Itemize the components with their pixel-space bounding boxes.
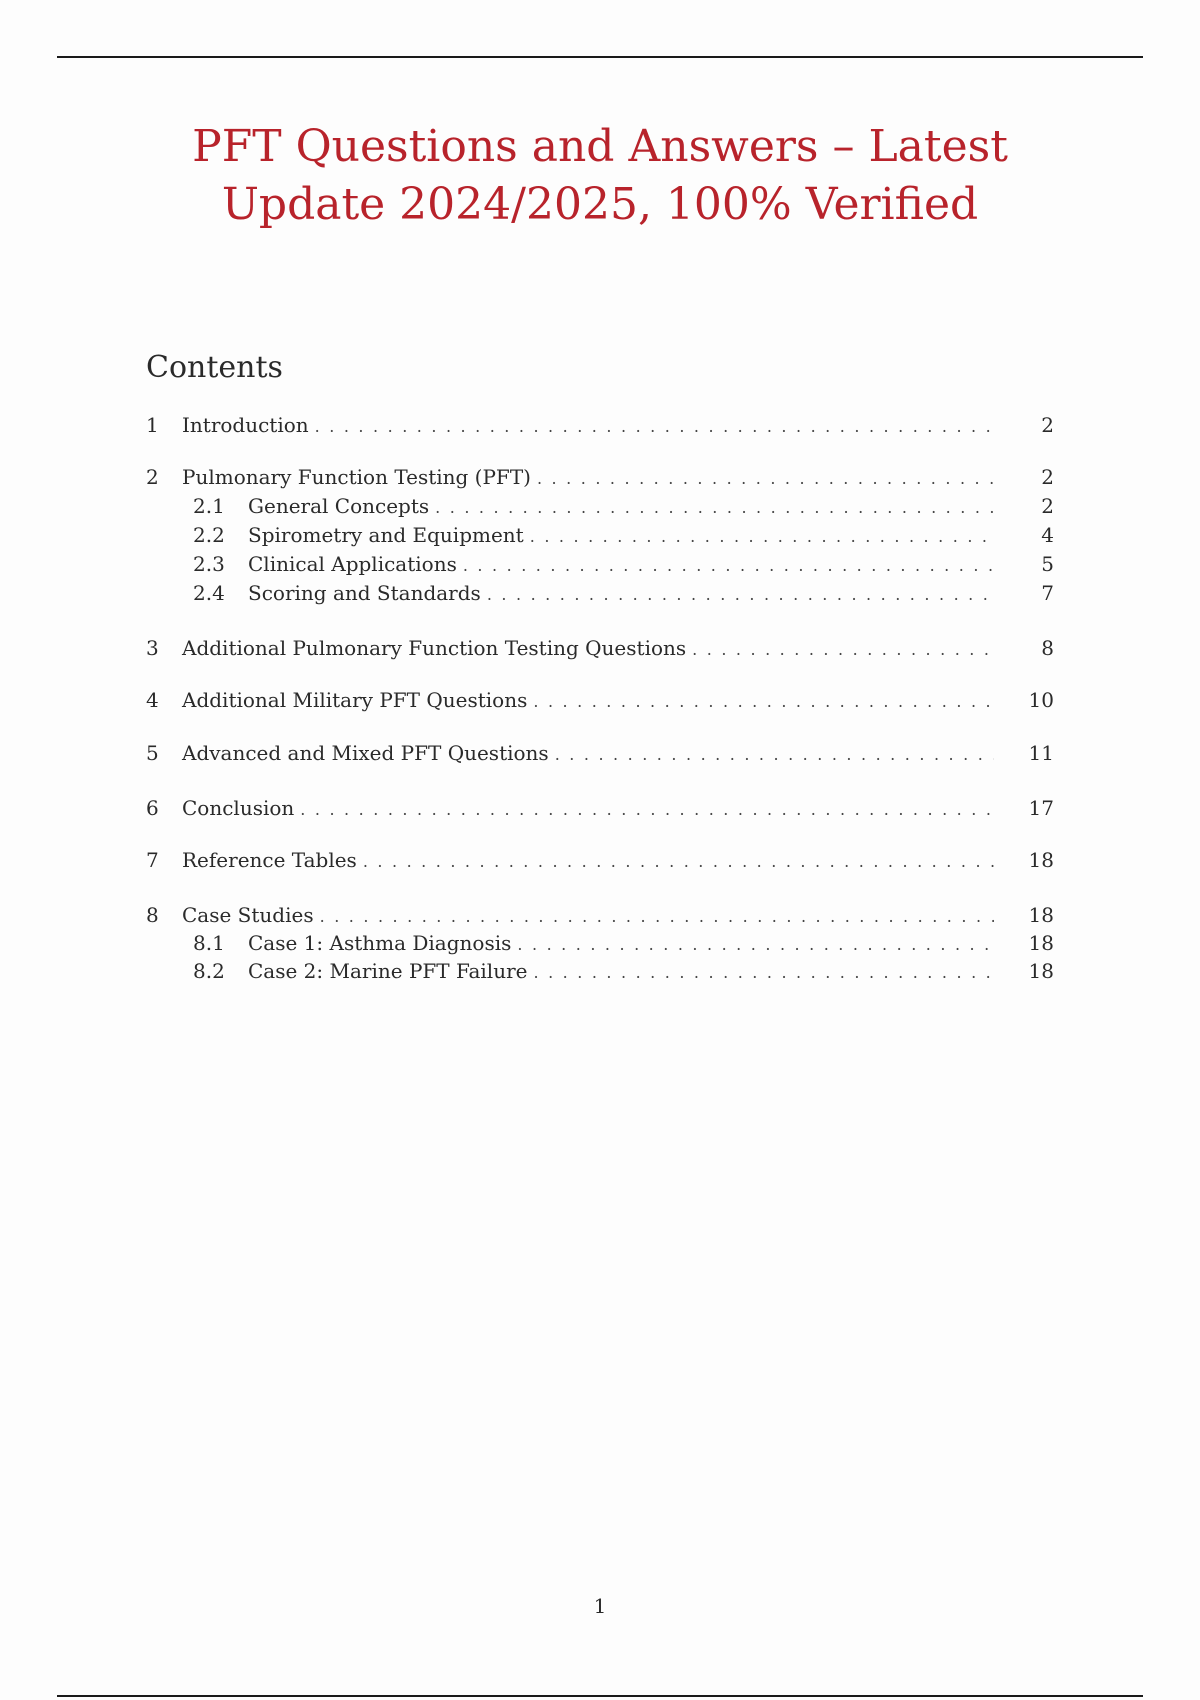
- toc-entry-label: Spirometry and Equipment: [248, 523, 524, 547]
- toc-entry-number: 1: [146, 413, 159, 437]
- toc-entry-number: 8.1: [193, 931, 225, 955]
- toc-entry-number: 3: [146, 636, 159, 660]
- toc-entry-number: 6: [146, 796, 159, 820]
- toc-leader-dots: [435, 494, 994, 522]
- toc-entry-label: Scoring and Standards: [248, 581, 481, 605]
- toc-entry-label: Case 1: Asthma Diagnosis: [248, 931, 512, 955]
- toc-entry-label: Conclusion: [182, 796, 295, 820]
- toc-entry-introduction[interactable]: [146, 411, 1054, 439]
- toc-entry-general-concepts[interactable]: [193, 492, 1054, 520]
- toc-entry-page: 2: [1041, 494, 1054, 518]
- toc-entry-pulmonary-function-testing[interactable]: [146, 463, 1054, 491]
- toc-leader-dots: [533, 959, 994, 987]
- toc-leader-dots: [537, 465, 994, 493]
- toc-entry-case-1-asthma-diagnosis[interactable]: [193, 929, 1054, 957]
- toc-entry-case-studies[interactable]: [146, 901, 1054, 929]
- toc-entry-number: 2: [146, 465, 159, 489]
- toc-entry-number: 2.4: [193, 581, 225, 605]
- toc-entry-page: 18: [1028, 903, 1054, 927]
- toc-entry-conclusion[interactable]: [146, 794, 1054, 822]
- toc-entry-label: Pulmonary Function Testing (PFT): [182, 465, 531, 489]
- title-line-2: Update 2024/2025, 100% Verified: [221, 179, 979, 230]
- toc-entry-page: 8: [1041, 636, 1054, 660]
- toc-entry-label: Case Studies: [182, 903, 314, 927]
- toc-leader-dots: [517, 931, 994, 959]
- toc-entry-number: 7: [146, 848, 159, 872]
- toc-entry-scoring-and-standards[interactable]: [193, 579, 1054, 607]
- toc-entry-additional-military-pft-questions[interactable]: [146, 686, 1054, 714]
- toc-entry-advanced-and-mixed-pft-questions[interactable]: [146, 739, 1054, 767]
- toc-entry-number: 2.3: [193, 552, 225, 576]
- toc-leader-dots: [487, 581, 994, 609]
- toc-entry-number: 4: [146, 688, 159, 712]
- bottom-rule: [57, 1695, 1143, 1697]
- toc-entry-label: Additional Pulmonary Function Testing Questions: [182, 636, 687, 660]
- toc-entry-spirometry-and-equipment[interactable]: [193, 521, 1054, 549]
- toc-leader-dots: [315, 413, 994, 441]
- toc-entry-label: Reference Tables: [182, 848, 357, 872]
- toc-entry-number: 8: [146, 903, 159, 927]
- toc-leader-dots: [692, 636, 994, 664]
- toc-entry-page: 2: [1041, 413, 1054, 437]
- toc-leader-dots: [463, 552, 994, 580]
- toc-entry-page: 2: [1041, 465, 1054, 489]
- toc-entry-label: Introduction: [182, 413, 309, 437]
- toc-entry-page: 5: [1041, 552, 1054, 576]
- toc-entry-page: 10: [1028, 688, 1054, 712]
- toc-leader-dots: [555, 741, 994, 769]
- page-number: 1: [593, 1594, 607, 1618]
- toc-entry-page: 4: [1041, 523, 1054, 547]
- toc-entry-page: 18: [1028, 931, 1054, 955]
- toc-entry-label: Additional Military PFT Questions: [182, 688, 528, 712]
- toc-entry-label: Clinical Applications: [248, 552, 457, 576]
- toc-leader-dots: [300, 796, 994, 824]
- toc-entry-number: 2.1: [193, 494, 225, 518]
- title-line-1: PFT Questions and Answers – Latest: [192, 121, 1008, 172]
- document-title: [150, 118, 1050, 234]
- toc-leader-dots: [533, 688, 994, 716]
- top-rule: [57, 56, 1143, 58]
- toc-entry-number: 8.2: [193, 959, 225, 983]
- toc-leader-dots: [320, 903, 994, 931]
- contents-heading: Contents: [146, 350, 283, 385]
- toc-entry-reference-tables[interactable]: [146, 846, 1054, 874]
- toc-entry-page: 11: [1028, 741, 1054, 765]
- toc-leader-dots: [363, 848, 994, 876]
- toc-leader-dots: [530, 523, 994, 551]
- toc-entry-clinical-applications[interactable]: [193, 550, 1054, 578]
- toc-entry-page: 7: [1041, 581, 1054, 605]
- toc-entry-label: Advanced and Mixed PFT Questions: [182, 741, 549, 765]
- toc-entry-label: General Concepts: [248, 494, 430, 518]
- toc-entry-number: 2.2: [193, 523, 225, 547]
- toc-entry-page: 18: [1028, 959, 1054, 983]
- toc-entry-additional-pft-questions[interactable]: [146, 634, 1054, 662]
- toc-entry-label: Case 2: Marine PFT Failure: [248, 959, 528, 983]
- toc-entry-number: 5: [146, 741, 159, 765]
- toc-entry-case-2-marine-pft-failure[interactable]: [193, 957, 1054, 985]
- toc-entry-page: 18: [1028, 848, 1054, 872]
- toc-entry-page: 17: [1028, 796, 1054, 820]
